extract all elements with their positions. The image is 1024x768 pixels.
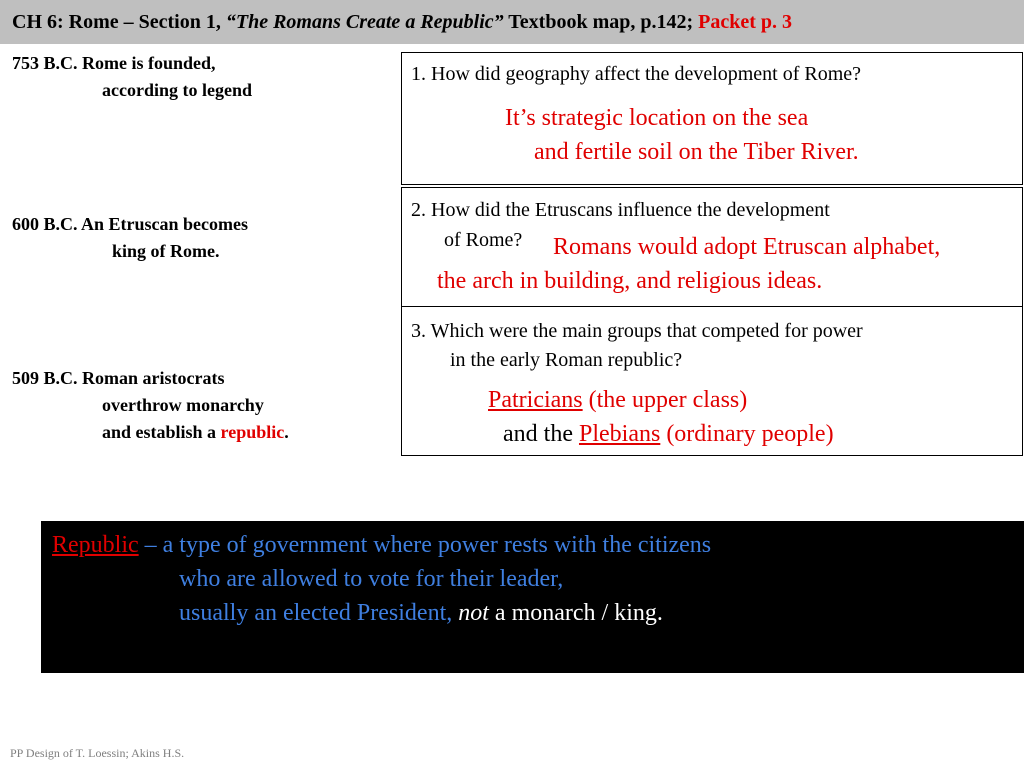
footer-credit: PP Design of T. Loessin; Akins H.S.: [10, 746, 185, 760]
question-text: in the early Roman republic?: [450, 349, 683, 371]
timeline-text: .: [284, 422, 289, 442]
timeline-entry-600bc: [12, 211, 248, 265]
answer-text: Romans would adopt Etruscan alphabet,: [553, 234, 941, 260]
answer-text: the arch in building, and religious ideas.: [437, 268, 823, 294]
definition-emphasis: not: [458, 600, 489, 626]
timeline-line: [12, 419, 289, 446]
republic-definition-box: [41, 521, 1024, 673]
timeline-line: 600 B.C. An Etruscan becomes: [12, 214, 249, 234]
patricians-term: Patricians: [488, 387, 583, 413]
timeline-entry-753bc: [12, 50, 252, 104]
question-text: 3. Which were the main groups that competed for power: [411, 320, 863, 342]
timeline-line: according to legend: [102, 80, 252, 100]
definition-text: a monarch / king.: [488, 600, 663, 626]
title-italic: “The Romans Create a Republic”: [225, 11, 504, 33]
timeline-line: 753 B.C. Rome is founded,: [12, 53, 216, 73]
answer-text: (the upper class): [582, 387, 748, 413]
title-middle: Textbook map, p.142;: [503, 11, 699, 33]
question-text: 2. How did the Etruscans influence the development: [411, 199, 830, 221]
question-text: 1. How did geography affect the development of Rome?: [411, 63, 862, 85]
answer-text: and the: [503, 421, 579, 447]
answer-line: [488, 383, 747, 417]
definition-line: [52, 528, 711, 562]
timeline-line: 509 B.C. Roman aristocrats: [12, 368, 225, 388]
definition-line: [179, 596, 663, 630]
timeline-entry-509bc: [12, 365, 289, 446]
packet-reference: Packet p. 3: [698, 11, 793, 33]
question-box-3: [401, 306, 1023, 456]
answer-text: It’s strategic location on the sea: [505, 105, 809, 131]
answer-line: [503, 417, 834, 451]
answer-text: and fertile soil on the Tiber River.: [534, 139, 859, 165]
question-box-2: [401, 187, 1023, 307]
slide-title: [0, 0, 1024, 44]
definition-term: Republic: [52, 532, 139, 558]
definition-line: who are allowed to vote for their leader,: [179, 566, 564, 592]
answer-text: (ordinary people): [660, 421, 834, 447]
question-box-1: [401, 52, 1023, 185]
plebians-term: Plebians: [578, 421, 661, 447]
definition-text: – a type of government where power rests with the citizens: [138, 532, 712, 558]
question-text: of Rome?: [444, 229, 523, 251]
definition-text: usually an elected President,: [179, 600, 459, 626]
timeline-text: and establish a: [102, 422, 221, 442]
timeline-line: king of Rome.: [112, 241, 220, 261]
republic-keyword: republic: [220, 422, 285, 442]
title-prefix: CH 6: Rome – Section 1,: [12, 11, 226, 33]
timeline-line: overthrow monarchy: [102, 395, 264, 415]
